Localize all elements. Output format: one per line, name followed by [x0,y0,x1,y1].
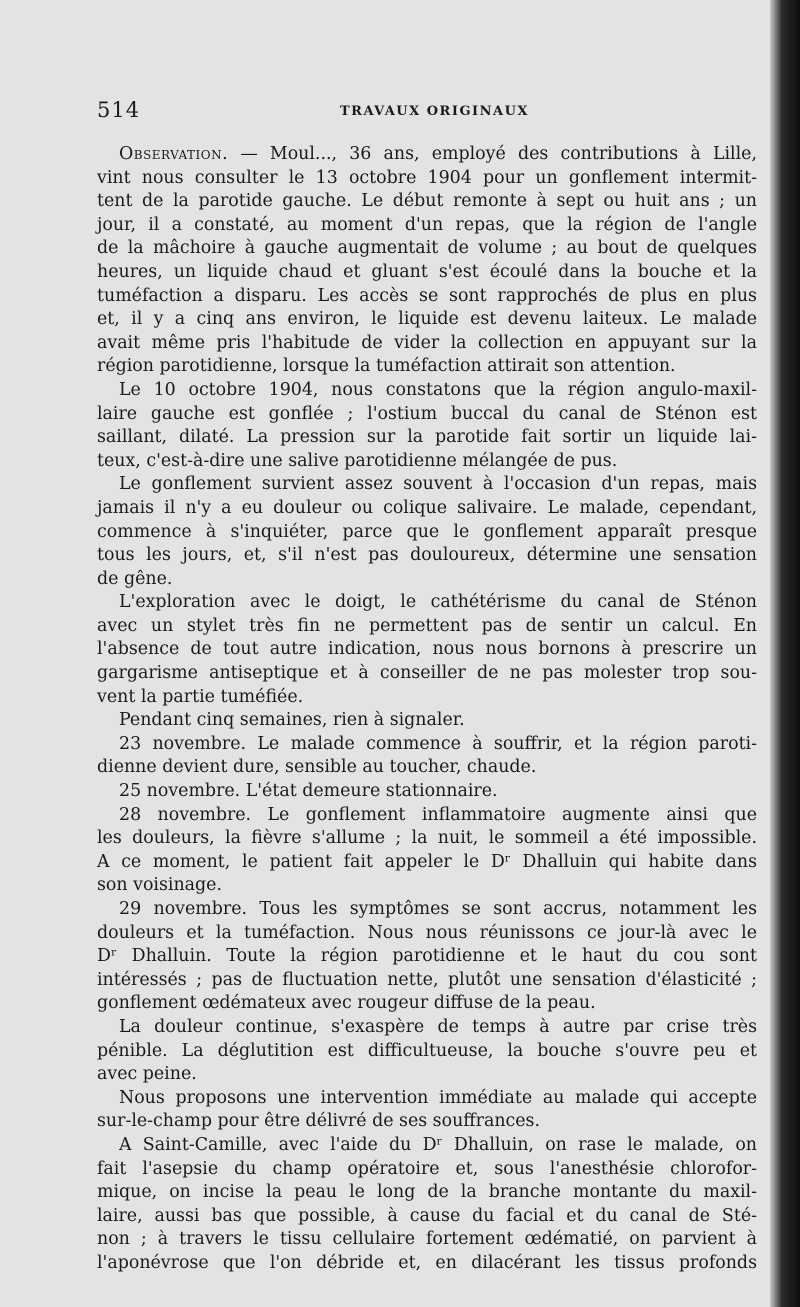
text-line: Dʳ Dhalluin. Toute la région parotidienne et le haut du cou sont [97,946,757,967]
paragraph [97,143,757,379]
body-text [97,143,757,1276]
paragraph [97,591,757,709]
text-line: et, il y a cinq ans environ, le liquide est devenu laiteux. Le malade [97,309,757,330]
text-line: laire gauche est gonflée ; l'ostium buccal du canal de Sténon est [97,403,757,424]
paragraph [97,780,757,804]
text-line: de la mâchoire à gauche augmentait de volume ; au bout de quelques [97,238,757,259]
paragraph [97,473,757,591]
text-line: sur-le-champ pour être délivré de ses souffrances. [97,1111,541,1132]
text-line: 23 novembre. Le malade commence à souffrir, et la région paroti- [119,733,757,754]
paragraph [97,709,757,733]
text-line: tous les jours, et, s'il n'est pas douloureux, détermine une sensation [97,545,757,566]
page-header [97,98,657,128]
text-line: intéressés ; pas de fluctuation nette, plutôt une sensation d'élasticité ; [97,969,757,990]
text-line: A Saint-Camille, avec l'aide du Dʳ Dhalluin, on rase le malade, on [119,1134,757,1155]
text-line: région parotidienne, lorsque la tuméfaction attirait son attention. [97,356,676,377]
text-line: gonflement œdémateux avec rougeur diffuse de la peau. [97,993,596,1014]
text-line: 28 novembre. Le gonflement inflammatoire augmente ainsi que [119,804,757,825]
paragraph [97,804,757,898]
paragraph [97,733,757,780]
text-line: Nous proposons une intervention immédiate au malade qui accepte [119,1087,757,1108]
text-line: son voisinage. [97,875,222,896]
text-line: A ce moment, le patient fait appeler le Dʳ Dhalluin qui habite dans [97,851,757,872]
text-line: tuméfaction a disparu. Les accès se sont rapprochés de plus en plus [97,285,757,306]
running-title: TRAVAUX ORIGINAUX [340,104,530,119]
text-line: avec un stylet très fin ne permettent pas de sentir un calcul. En [97,615,757,636]
text-line: vint nous consulter le 13 octobre 1904 pour un gonflement intermit- [97,167,757,188]
text-line: commence à s'inquiéter, parce que le gonflement apparaît presque [97,521,757,542]
text-line: 29 novembre. Tous les symptômes se sont accrus, notamment les [119,899,757,919]
text-line: pénible. La déglutition est difficultueuse, la bouche s'ouvre peu et [97,1040,757,1061]
text-line-content: — Moul..., 36 ans, employé des contributions à Lille, [228,144,757,164]
text-line: Le gonflement survient assez souvent à l'occasion d'un repas, mais [119,474,757,495]
scan-edge-shadow [770,0,800,1307]
text-line: avait même pris l'habitude de vider la collection en appuyant sur la [97,332,757,353]
text-line: La douleur continue, s'exaspère de temps à autre par crise très [119,1016,757,1037]
text-line: gargarisme antiseptique et à conseiller de ne pas molester trop sou- [97,663,757,684]
text-line: tent de la parotide gauche. Le début remonte à sept ou huit ans ; un [97,191,757,212]
text-line: l'absence de tout autre indication, nous nous bornons à prescrire un [97,639,757,660]
text-line: avec peine. [97,1064,197,1085]
text-line: non ; à travers le tissu cellulaire fortement œdématié, on parvient à [97,1229,757,1250]
paragraph [97,379,757,473]
text-line: Pendant cinq semaines, rien à signaler. [119,710,465,731]
text-line: jamais il n'y a eu douleur ou colique salivaire. Le malade, cependant, [97,497,757,518]
text-line: jour, il a constaté, au moment d'un repas, que la région de l'angle [97,214,757,235]
text-line: fait l'asepsie du champ opératoire et, sous l'anesthésie chlorofor- [97,1158,757,1179]
text-line: Le 10 octobre 1904, nous constatons que la région angulo-maxil- [119,379,757,400]
text-line: mique, on incise la peau le long de la branche montante du maxil- [97,1182,757,1203]
text-line: laire, aussi bas que possible, à cause du facial et du canal de Sté- [97,1205,757,1226]
paragraph [97,1087,757,1134]
text-line: saillant, dilaté. La pression sur la parotide fait sortir un liquide lai- [97,427,757,448]
page-number: 514 [97,98,141,122]
text-line: heures, un liquide chaud et gluant s'est écoulé dans la bouche et la [97,261,757,282]
text-line: de gêne. [97,568,173,589]
text-line: vent la partie tuméfiée. [97,686,304,707]
text-line: 25 novembre. L'état demeure stationnaire. [119,781,498,802]
observation-lead: Observation. [119,144,229,164]
text-line: L'exploration avec le doigt, le cathétérisme du canal de Sténon [119,592,757,613]
paragraph [97,1016,757,1087]
text-line: douleurs et la tuméfaction. Nous nous réunissons ce jour-là avec le [97,922,757,943]
text-line: teux, c'est-à-dire une salive parotidienne mélangée de pus. [97,450,618,471]
paragraph [97,1134,757,1276]
paragraph [97,898,757,1016]
text-line: l'aponévrose que l'on débride et, en dilacérant les tissus profonds [97,1252,757,1273]
text-line [97,143,757,167]
text-line: les douleurs, la fièvre s'allume ; la nuit, le sommeil a été impossible. [97,828,757,849]
text-line: dienne devient dure, sensible au toucher, chaude. [97,757,537,778]
